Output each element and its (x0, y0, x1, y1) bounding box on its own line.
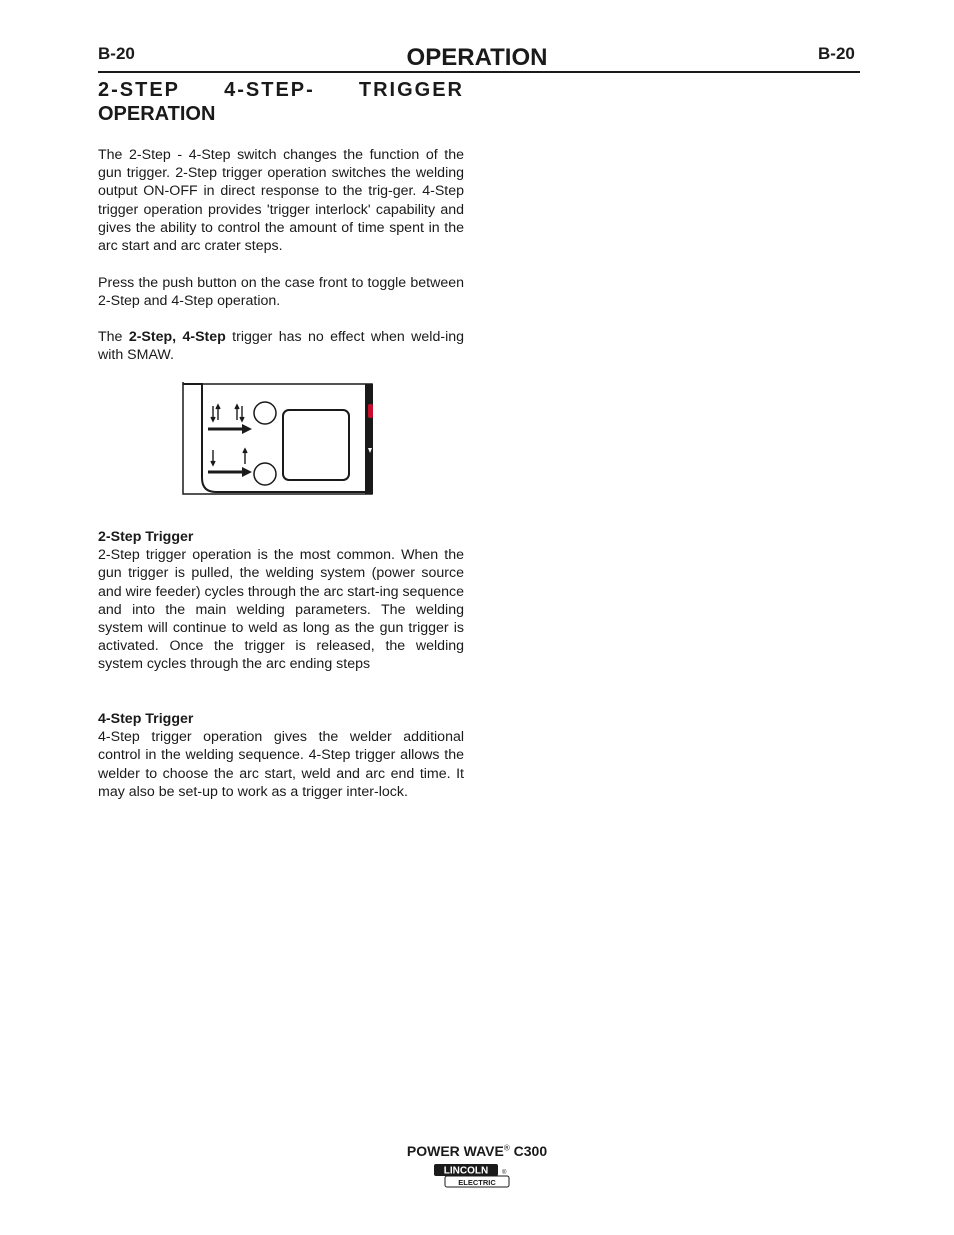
two-step-title: 2-Step Trigger (98, 529, 194, 545)
smaw-text-bold: 2-Step, 4-Step (128, 329, 226, 345)
footer (0, 1143, 954, 1161)
product-name (407, 1143, 547, 1159)
section-title: OPERATION (406, 44, 548, 71)
mode-push-button (283, 410, 349, 480)
panel-right-strip (365, 384, 373, 494)
registered-mark: ® (503, 1143, 510, 1153)
heading-word: 2-STEP (98, 79, 181, 101)
heading-line-2: OPERATION (98, 103, 216, 125)
intro-paragraph: The 2-Step - 4-Step switch changes the function of the gun trigger. 2-Step trigger operation switches the welding output ON-OFF in direct response to the trig-ger. 4-Step trigger operation provides 'trigger interlock' capability and gives the ability to control the amount of time spent in the arc start and arc crater steps. (98, 147, 464, 255)
smaw-paragraph (98, 328, 464, 364)
smaw-text-pre: The (98, 329, 129, 345)
page-heading (98, 78, 464, 126)
heading-word: 4-STEP- (224, 79, 315, 101)
four-step-title: 4-Step Trigger (98, 711, 194, 727)
smaw-text-post: trigger has no effect when weld-ing with SMAW. (98, 329, 465, 364)
heading-line-1 (98, 78, 464, 102)
product-model: C300 (509, 1143, 548, 1159)
four-step-section (98, 710, 464, 801)
two-step-body: 2-Step trigger operation is the most common. When the gun trigger is pulled, the welding system (power source and wire feeder) cycles through the arc start-ing sequence and into the main welding parameters. The welding system will continue to weld as long as the gun trigger is activated. Once the trigger is released, the welding system cycles through the arc ending steps (98, 547, 464, 673)
two-step-section (98, 528, 464, 674)
two-step-arrow-icon (208, 467, 252, 477)
heading-word: TRIGGER (358, 79, 464, 101)
trigger-mode-panel-illustration (182, 382, 374, 496)
two-step-led (254, 463, 276, 485)
page-code-right: B-20 (818, 44, 855, 63)
header-rule (98, 71, 860, 73)
four-step-led (254, 402, 276, 424)
four-step-body: 4-Step trigger operation gives the welder additional control in the welding sequence. 4-Step trigger allows the welder to choose the arc start, weld and arc end time. It may also be set-up to work as a trigger inter-lock. (98, 729, 464, 800)
svg-text:®: ® (502, 1170, 507, 1176)
four-step-arrow-icon (208, 424, 252, 434)
toggle-paragraph: Press the push button on the case front to toggle between 2-Step and 4-Step operation. (98, 275, 464, 310)
lincoln-electric-logo (433, 1163, 511, 1189)
svg-text:LINCOLN: LINCOLN (443, 1165, 489, 1177)
indicator-red-light (368, 404, 373, 418)
two-step-icon (211, 449, 247, 465)
four-step-icon (211, 405, 244, 421)
svg-text:ELECTRIC: ELECTRIC (458, 1178, 496, 1187)
product-brand: POWER WAVE (406, 1143, 504, 1159)
page-code-left: B-20 (98, 44, 135, 63)
